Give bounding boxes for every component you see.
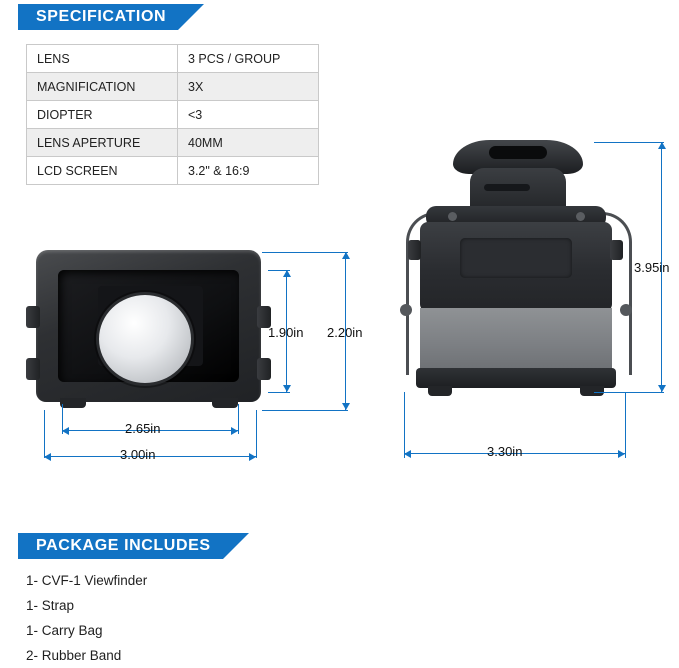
spec-value: 3.2" & 16:9 xyxy=(178,157,319,185)
banner-accent-bar xyxy=(18,4,26,30)
dim-extension-bottom-side-height xyxy=(594,392,664,393)
spec-value: 40MM xyxy=(178,129,319,157)
dim-arrow-up-outer xyxy=(342,252,350,259)
foot-left xyxy=(428,386,452,396)
spec-value: 3X xyxy=(178,73,319,101)
dim-extension-right-side-width xyxy=(625,392,626,458)
list-item: 2- Rubber Band xyxy=(26,648,122,663)
viewfinder-body-side xyxy=(420,222,612,312)
banner-tail-shape xyxy=(223,533,249,559)
package-section-header xyxy=(18,533,249,559)
spec-value: <3 xyxy=(178,101,319,129)
side-clip-left-lower xyxy=(26,358,40,380)
spec-value: 3 PCS / GROUP xyxy=(178,45,319,73)
dim-label-side-height: 3.95in xyxy=(634,260,670,275)
dim-arrow-up-inner xyxy=(283,270,291,277)
bracket-knob-left xyxy=(400,304,412,316)
specification-table xyxy=(26,44,319,185)
dim-label-inner-width: 2.65in xyxy=(125,421,161,436)
list-item: 1- CVF-1 Viewfinder xyxy=(26,573,148,588)
magnifier-lens xyxy=(96,292,194,386)
list-item: 1- Carry Bag xyxy=(26,623,103,638)
table-row xyxy=(27,101,319,129)
dim-arrow-left-outer-width xyxy=(44,453,51,461)
package-title: PACKAGE INCLUDES xyxy=(26,533,223,559)
side-clip-right-lower xyxy=(257,358,271,380)
spec-key: LENS APERTURE xyxy=(27,129,178,157)
table-row xyxy=(27,129,319,157)
table-row xyxy=(27,45,319,73)
dim-arrow-down-inner xyxy=(283,385,291,392)
side-clip-left-upper xyxy=(26,306,40,328)
dim-arrow-right-inner-width xyxy=(231,427,238,435)
base-plate xyxy=(416,368,616,388)
side-clip-right xyxy=(610,240,623,260)
dim-arrow-down-outer xyxy=(342,403,350,410)
side-clip-left xyxy=(408,240,421,260)
spec-key: DIOPTER xyxy=(27,101,178,129)
dim-extension-right-inner-width xyxy=(238,404,239,434)
specification-title: SPECIFICATION xyxy=(26,4,178,30)
list-item: 1- Strap xyxy=(26,598,75,613)
viewfinder-hood-cavity xyxy=(58,270,239,382)
dim-arrow-down-side-height xyxy=(658,385,666,392)
dim-extension-left-side-width xyxy=(404,392,405,458)
dim-extension-left-outer-width xyxy=(44,410,45,458)
dim-label-outer-height: 2.20in xyxy=(327,325,363,340)
product-side-view-image xyxy=(398,140,633,425)
bracket-knob-right xyxy=(620,304,632,316)
dim-extension-right-outer-width xyxy=(256,410,257,458)
dim-extension-top-side-height xyxy=(594,142,664,143)
side-panel-plate xyxy=(460,238,572,278)
dim-label-inner-height: 1.90in xyxy=(268,325,304,340)
foot-left xyxy=(60,398,86,408)
dim-label-outer-width: 3.00in xyxy=(120,447,156,462)
banner-accent-bar xyxy=(18,533,26,559)
dim-extension-top-outer xyxy=(262,252,348,253)
dim-arrow-right-side-width xyxy=(618,450,625,458)
dim-extension-bottom-inner xyxy=(268,392,290,393)
specification-section-header xyxy=(18,4,204,30)
dim-arrow-right-outer-width xyxy=(249,453,256,461)
screw-right-icon xyxy=(576,212,585,221)
dim-arrow-up-side-height xyxy=(658,142,666,149)
table-row xyxy=(27,157,319,185)
foot-right xyxy=(212,398,238,408)
screw-left-icon xyxy=(448,212,457,221)
package-includes-list xyxy=(26,568,147,668)
dim-label-side-width: 3.30in xyxy=(487,444,523,459)
spec-key: LENS xyxy=(27,45,178,73)
dim-arrow-left-inner-width xyxy=(62,427,69,435)
viewfinder-shell-front xyxy=(36,250,261,402)
product-front-view-image xyxy=(36,250,261,410)
table-row xyxy=(27,73,319,101)
banner-tail-shape xyxy=(178,4,204,30)
grey-mount-block xyxy=(420,308,612,370)
spec-key: MAGNIFICATION xyxy=(27,73,178,101)
foot-right xyxy=(580,386,604,396)
dim-extension-bottom-outer xyxy=(262,410,348,411)
spec-key: LCD SCREEN xyxy=(27,157,178,185)
dim-arrow-left-side-width xyxy=(404,450,411,458)
